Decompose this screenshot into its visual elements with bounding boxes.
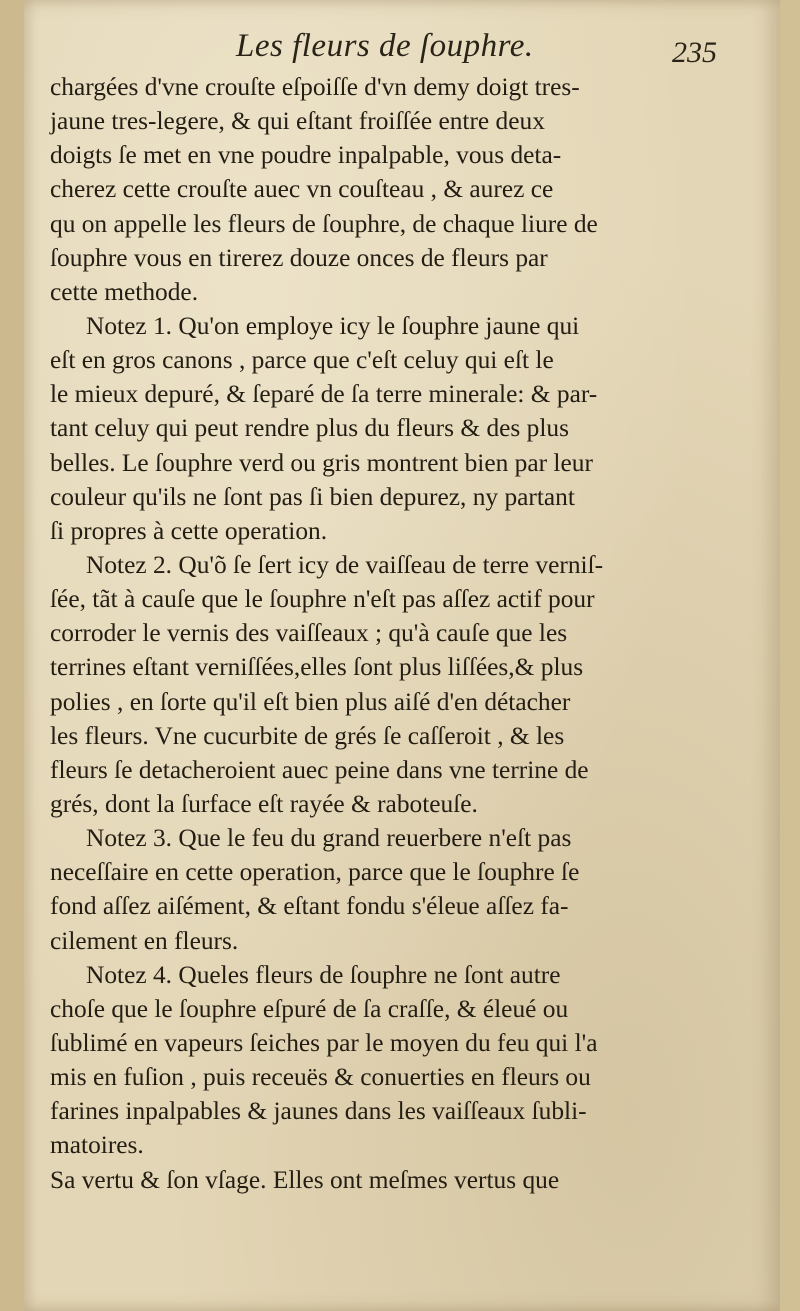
text-line: jaune tres-legere, & qui eſtant froiſſée entre deux [50, 107, 545, 136]
text-line: polies , en ſorte qu'il eſt bien plus aiſé d'en détacher [50, 687, 571, 716]
text-line: doigts ſe met en vne poudre inpalpable, vous deta- [50, 141, 562, 170]
text-line: choſe que le ſouphre eſpuré de ſa craſſe, & éleué ou [50, 994, 569, 1023]
page-right-edge [780, 0, 800, 1311]
text-line: belles. Le ſouphre verd ou gris montrent bien par leur [50, 448, 593, 477]
text-line: le mieux depuré, & ſeparé de ſa terre minerale: & par- [50, 380, 598, 409]
text-line: matoires. [50, 1131, 144, 1160]
note-1-start: Notez 1. Qu'on employe icy le ſouphre jaune qui [86, 311, 580, 340]
text-line: fleurs ſe detacheroient auec peine dans vne terrine de [50, 755, 589, 784]
text-line: neceſſaire en cette operation, parce que le ſouphre ſe [50, 858, 580, 887]
page-left-edge [0, 0, 24, 1311]
page-number: 235 [672, 36, 717, 69]
text-line: tant celuy qui peut rendre plus du fleurs & des plus [50, 414, 569, 443]
note-4-start: Notez 4. Queles fleurs de ſouphre ne ſont autre [86, 960, 561, 989]
text-line: mis en fuſion , puis receuës & conuerties en fleurs ou [50, 1063, 591, 1092]
note-2-start: Notez 2. Qu'õ ſe ſert icy de vaiſſeau de terre verniſ- [86, 550, 604, 579]
text-line: farines inpalpables & jaunes dans les vaiſſeaux ſubli- [50, 1097, 587, 1126]
section-heading-line: Sa vertu & ſon vſage. Elles ont meſmes vertus que [50, 1165, 560, 1194]
text-line: couleur qu'ils ne ſont pas ſi bien depurez, ny partant [50, 482, 575, 511]
text-line: ſée, tãt à cauſe que le ſouphre n'eſt pas aſſez actif pour [50, 585, 595, 614]
text-line: chargées d'vne crouſte eſpoiſſe d'vn demy doigt tres- [50, 73, 580, 101]
text-line: ſouphre vous en tirerez douze onces de fleurs par [50, 243, 548, 272]
text-line: grés, dont la ſurface eſt rayée & raboteuſe. [50, 789, 478, 818]
text-line: terrines eſtant verniſſées,elles ſont plus liſſées,& plus [50, 653, 584, 682]
text-line: cette methode. [50, 277, 199, 306]
body-text [50, 70, 740, 1197]
text-line: cherez cette crouſte auec vn couſteau , & aurez ce [50, 175, 554, 204]
running-title: Les fleurs de ſouphre. [236, 28, 534, 64]
text-line: eſt en gros canons , parce que c'eſt celuy qui eſt le [50, 346, 554, 375]
text-line: fond aſſez aiſément, & eſtant fondu s'éleue aſſez fa- [50, 892, 569, 921]
text-line: cilement en fleurs. [50, 926, 239, 955]
text-line: corroder le vernis des vaiſſeaux ; qu'à cauſe que les [50, 619, 568, 648]
note-3-start: Notez 3. Que le feu du grand reuerbere n'eſt pas [86, 824, 572, 853]
text-line: ſublimé en vapeurs ſeiches par le moyen du feu qui l'a [50, 1028, 598, 1057]
text-line: qu on appelle les fleurs de ſouphre, de chaque liure de [50, 209, 598, 238]
text-line: ſi propres à cette operation. [50, 516, 328, 545]
text-line: les fleurs. Vne cucurbite de grés ſe caſſeroit , & les [50, 721, 565, 750]
